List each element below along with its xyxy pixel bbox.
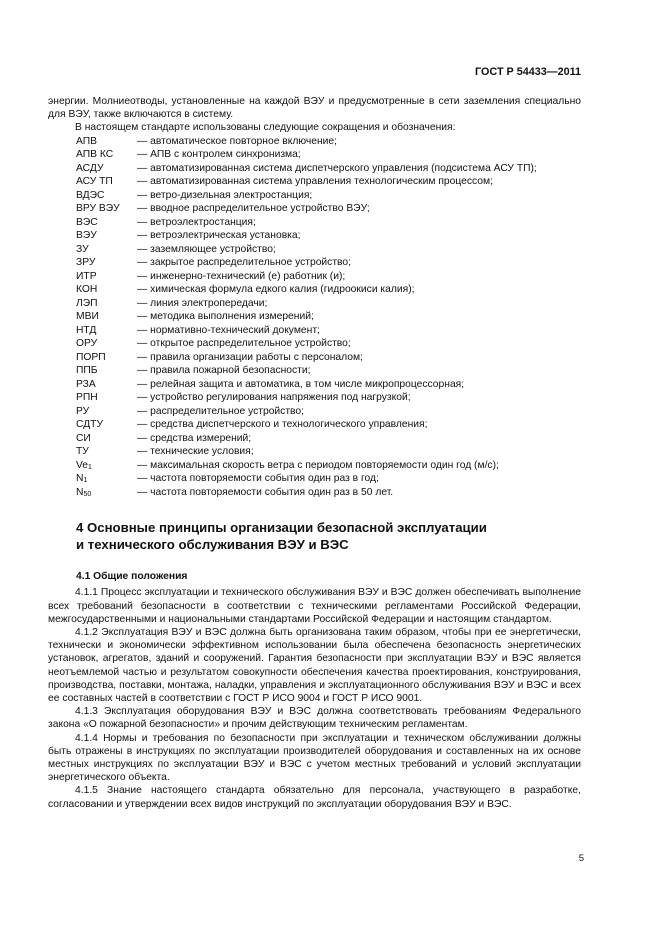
abbreviation-term-text: ЛЭП [76, 297, 98, 309]
abbreviation-term [48, 162, 137, 176]
abbreviation-definition: — ветроэлектрическая установка; [137, 230, 301, 242]
abbreviation-row [48, 148, 581, 162]
abbreviation-row [48, 459, 581, 473]
abbreviation-definition: — инженерно-технический (е) работник (и); [137, 270, 346, 282]
abbreviation-row [48, 405, 581, 419]
abbreviation-definition: — частота повторяемости события один раз в 50 лет. [137, 486, 394, 498]
abbreviation-row [48, 229, 581, 243]
abbreviation-row [48, 256, 581, 270]
abbreviation-term-subscript: 1 [83, 477, 88, 485]
abbreviation-term [48, 486, 137, 500]
section-4-title-line-1: 4 Основные принципы организации безопасной эксплуатации [76, 520, 487, 536]
abbreviation-row [48, 270, 581, 284]
abbreviation-definition: — нормативно-технический документ; [137, 324, 320, 336]
continuation-paragraph: энергии. Молниеотводы, установленные на каждой ВЭУ и предусмотренные в сети заземления специально для ВЭУ, также включаются в систему. [48, 96, 581, 121]
abbreviation-row [48, 175, 581, 189]
abbreviation-term [48, 270, 137, 284]
abbreviation-term [48, 418, 137, 432]
abbreviation-term-subscript: 1 [88, 463, 92, 471]
abbreviation-row [48, 243, 581, 257]
abbreviation-definition: — методика выполнения измерений; [137, 311, 314, 323]
abbreviation-definition: — средства диспетчерского и технологического управления; [137, 419, 428, 431]
abbreviation-definition: — устройство регулирования напряжения под нагрузкой; [137, 392, 411, 404]
abbreviations-list [48, 135, 581, 500]
abbreviation-row [48, 297, 581, 311]
abbreviation-definition: — заземляющее устройство; [137, 243, 276, 255]
abbreviation-term [48, 297, 137, 311]
abbreviation-term-text: N [76, 473, 84, 485]
abbreviation-definition: — автоматизированная система управления технологическим процессом; [137, 176, 493, 188]
abbreviation-term-text: РЗА [76, 378, 96, 390]
abbreviation-row [48, 337, 581, 351]
abbreviation-term-text: СИ [76, 432, 91, 444]
abbreviation-term [48, 229, 137, 243]
abbreviation-term [48, 351, 137, 365]
abbreviation-definition: — максимальная скорость ветра с периодом повторяемости один год (м/с); [137, 459, 499, 471]
document-code: ГОСТ Р 54433—2011 [475, 66, 581, 78]
abbreviation-term [48, 378, 137, 392]
abbreviation-definition: — линия электропередачи; [137, 297, 268, 309]
abbreviation-term-text: КОН [76, 284, 98, 296]
abbreviation-definition: — закрытое распределительное устройство; [137, 257, 351, 269]
abbreviation-term [48, 432, 137, 446]
abbreviation-definition: — ветроэлектростанция; [137, 216, 256, 228]
abbreviation-term-text: РУ [76, 405, 90, 417]
abbreviation-term-text: НТД [76, 324, 97, 336]
abbreviation-definition: — вводное распределительное устройство ВЭУ; [137, 203, 370, 215]
abbreviation-definition: — АПВ с контролем синхронизма; [137, 149, 301, 161]
abbreviation-term-text: ЗРУ [76, 257, 96, 269]
abbreviation-term [48, 405, 137, 419]
abbreviation-row [48, 189, 581, 203]
abbreviation-term [48, 216, 137, 230]
abbreviation-term-text: N [76, 486, 84, 498]
abbreviation-term [48, 391, 137, 405]
abbreviation-term [48, 445, 137, 459]
abbreviation-term-text: ОРУ [76, 338, 98, 350]
abbreviation-term-text: ППБ [76, 365, 98, 377]
page-number: 5 [578, 853, 584, 864]
paragraph-4-1-3: 4.1.3 Эксплуатация оборудования ВЭУ и ВЭС должна соответствовать требованиям Федерального закона «О пожарной безопасности» и прочим действующим техническим регламентам. [48, 706, 581, 731]
abbreviation-definition: — технические условия; [137, 446, 254, 458]
abbreviation-term [48, 459, 137, 473]
abbreviation-definition: — автоматическое повторное включение; [137, 135, 337, 147]
abbreviation-definition: — частота повторяемости события один раз в год; [137, 473, 379, 485]
abbreviation-term-text: ВЭУ [76, 230, 97, 242]
abbreviation-term-text: Ve [76, 459, 89, 471]
abbreviation-term [48, 337, 137, 351]
abbreviation-row [48, 432, 581, 446]
abbreviation-term [48, 135, 137, 149]
page-body [48, 95, 581, 811]
abbreviation-row [48, 351, 581, 365]
section-4-title [76, 520, 581, 553]
abbreviation-row [48, 472, 581, 486]
abbreviation-term-text: АСУ ТП [76, 176, 113, 188]
abbreviation-term [48, 243, 137, 257]
abbreviation-row [48, 283, 581, 297]
abbreviation-term-text: ИТР [76, 270, 97, 282]
abbreviation-term-text: СДТУ [76, 419, 104, 431]
abbreviation-term [48, 324, 137, 338]
abbreviation-row [48, 310, 581, 324]
abbreviation-term-text: ВДЭС [76, 189, 105, 201]
abbreviation-row [48, 135, 581, 149]
abbreviation-definition: — релейная защита и автоматика, в том числе микропроцессорная; [137, 378, 465, 390]
abbreviation-row [48, 391, 581, 405]
abbreviation-term [48, 310, 137, 324]
abbreviation-term-text: РПН [76, 392, 98, 404]
abbreviation-term-text: АПВ [76, 135, 98, 147]
abbreviation-definition: — автоматизированная система диспетчерского управления (подсистема АСУ ТП); [137, 162, 537, 174]
abbreviation-term [48, 256, 137, 270]
abbreviation-row [48, 324, 581, 338]
abbreviation-definition: — химическая формула едкого калия (гидроокиси калия); [137, 284, 415, 296]
paragraph-4-1-2: 4.1.2 Эксплуатация ВЭУ и ВЭС должна быть организована таким образом, чтобы при ее энергетически, технически и экономически эффективном использовании была обеспечена безопасность энергетических установок, агрегатов, зданий и сооружений. Гарантия безопасности при эксплуатации ВЭУ и ВЭС является неотъемлемой частью и результатом совокупности обеспечения качества проектирования, конструирования, производства, поставки, монтажа, наладки, управления и эксплуатационного обслуживания ВЭУ и ВЭС и всех ее составных частей в соответствии с ГОСТ Р ИСО 9004 и ГОСТ Р ИСО 9001. [48, 626, 581, 704]
paragraph-4-1-5: 4.1.5 Знание настоящего стандарта обязательно для персонала, участвующего в разработке, согласовании и утверждении всех видов инструкций по эксплуатации оборудования ВЭУ и ВЭС. [48, 785, 581, 810]
abbreviation-term-text: АСДУ [76, 162, 104, 174]
abbreviation-definition: — распределительное устройство; [137, 405, 304, 417]
abbreviation-term-text: ЗУ [76, 243, 89, 255]
abbreviation-term [48, 148, 137, 162]
abbreviation-term-text: ПОРП [76, 351, 106, 363]
abbreviation-term [48, 189, 137, 203]
abbreviation-row [48, 202, 581, 216]
section-4-title-line-2: и технического обслуживания ВЭУ и ВЭС [76, 536, 349, 552]
abbreviation-term [48, 283, 137, 297]
abbreviation-term-text: МВИ [76, 311, 99, 323]
abbreviation-row [48, 364, 581, 378]
paragraph-4-1-4: 4.1.4 Нормы и требования по безопасности при эксплуатации и техническом обслуживании должны быть отражены в инструкциях по эксплуатации производителей оборудования и составленных на их основе местных инструкциях по эксплуатации ВЭУ и ВЭС с учетом местных требований и условий эксплуатации энергетического объекта. [48, 732, 581, 784]
abbreviation-row [48, 378, 581, 392]
abbreviation-row [48, 162, 581, 176]
abbreviations-intro: В настоящем стандарте использованы следующие сокращения и обозначения: [75, 122, 456, 134]
abbreviation-definition: — правила пожарной безопасности; [137, 365, 311, 377]
subsection-4-1-title: 4.1 Общие положения [76, 571, 188, 583]
abbreviation-term-text: АПВ КС [76, 149, 114, 161]
abbreviation-row [48, 216, 581, 230]
abbreviation-row [48, 445, 581, 459]
abbreviation-term [48, 472, 137, 486]
abbreviation-row [48, 486, 581, 500]
abbreviation-row [48, 418, 581, 432]
abbreviation-term [48, 175, 137, 189]
abbreviation-definition: — средства измерений; [137, 432, 252, 444]
abbreviation-term-text: ТУ [76, 446, 89, 458]
abbreviation-definition: — ветро-дизельная электростанция; [137, 189, 313, 201]
abbreviation-definition: — открытое распределительное устройство; [137, 338, 351, 350]
abbreviation-term-subscript: 50 [83, 490, 92, 498]
paragraph-4-1-1: 4.1.1 Процесс эксплуатации и технического обслуживания ВЭУ и ВЭС должен обеспечивать выполнение всех требований безопасности в соответствии с техническими регламентами Российской Федерации, межгосударственными и национальными стандартами Российской Федерации и настоящим стандартом. [48, 587, 581, 625]
abbreviation-term-text: ВРУ ВЭУ [76, 203, 120, 215]
abbreviation-term-text: ВЭС [76, 216, 98, 228]
abbreviation-term [48, 202, 137, 216]
abbreviation-term [48, 364, 137, 378]
abbreviation-definition: — правила организации работы с персоналом; [137, 351, 363, 363]
